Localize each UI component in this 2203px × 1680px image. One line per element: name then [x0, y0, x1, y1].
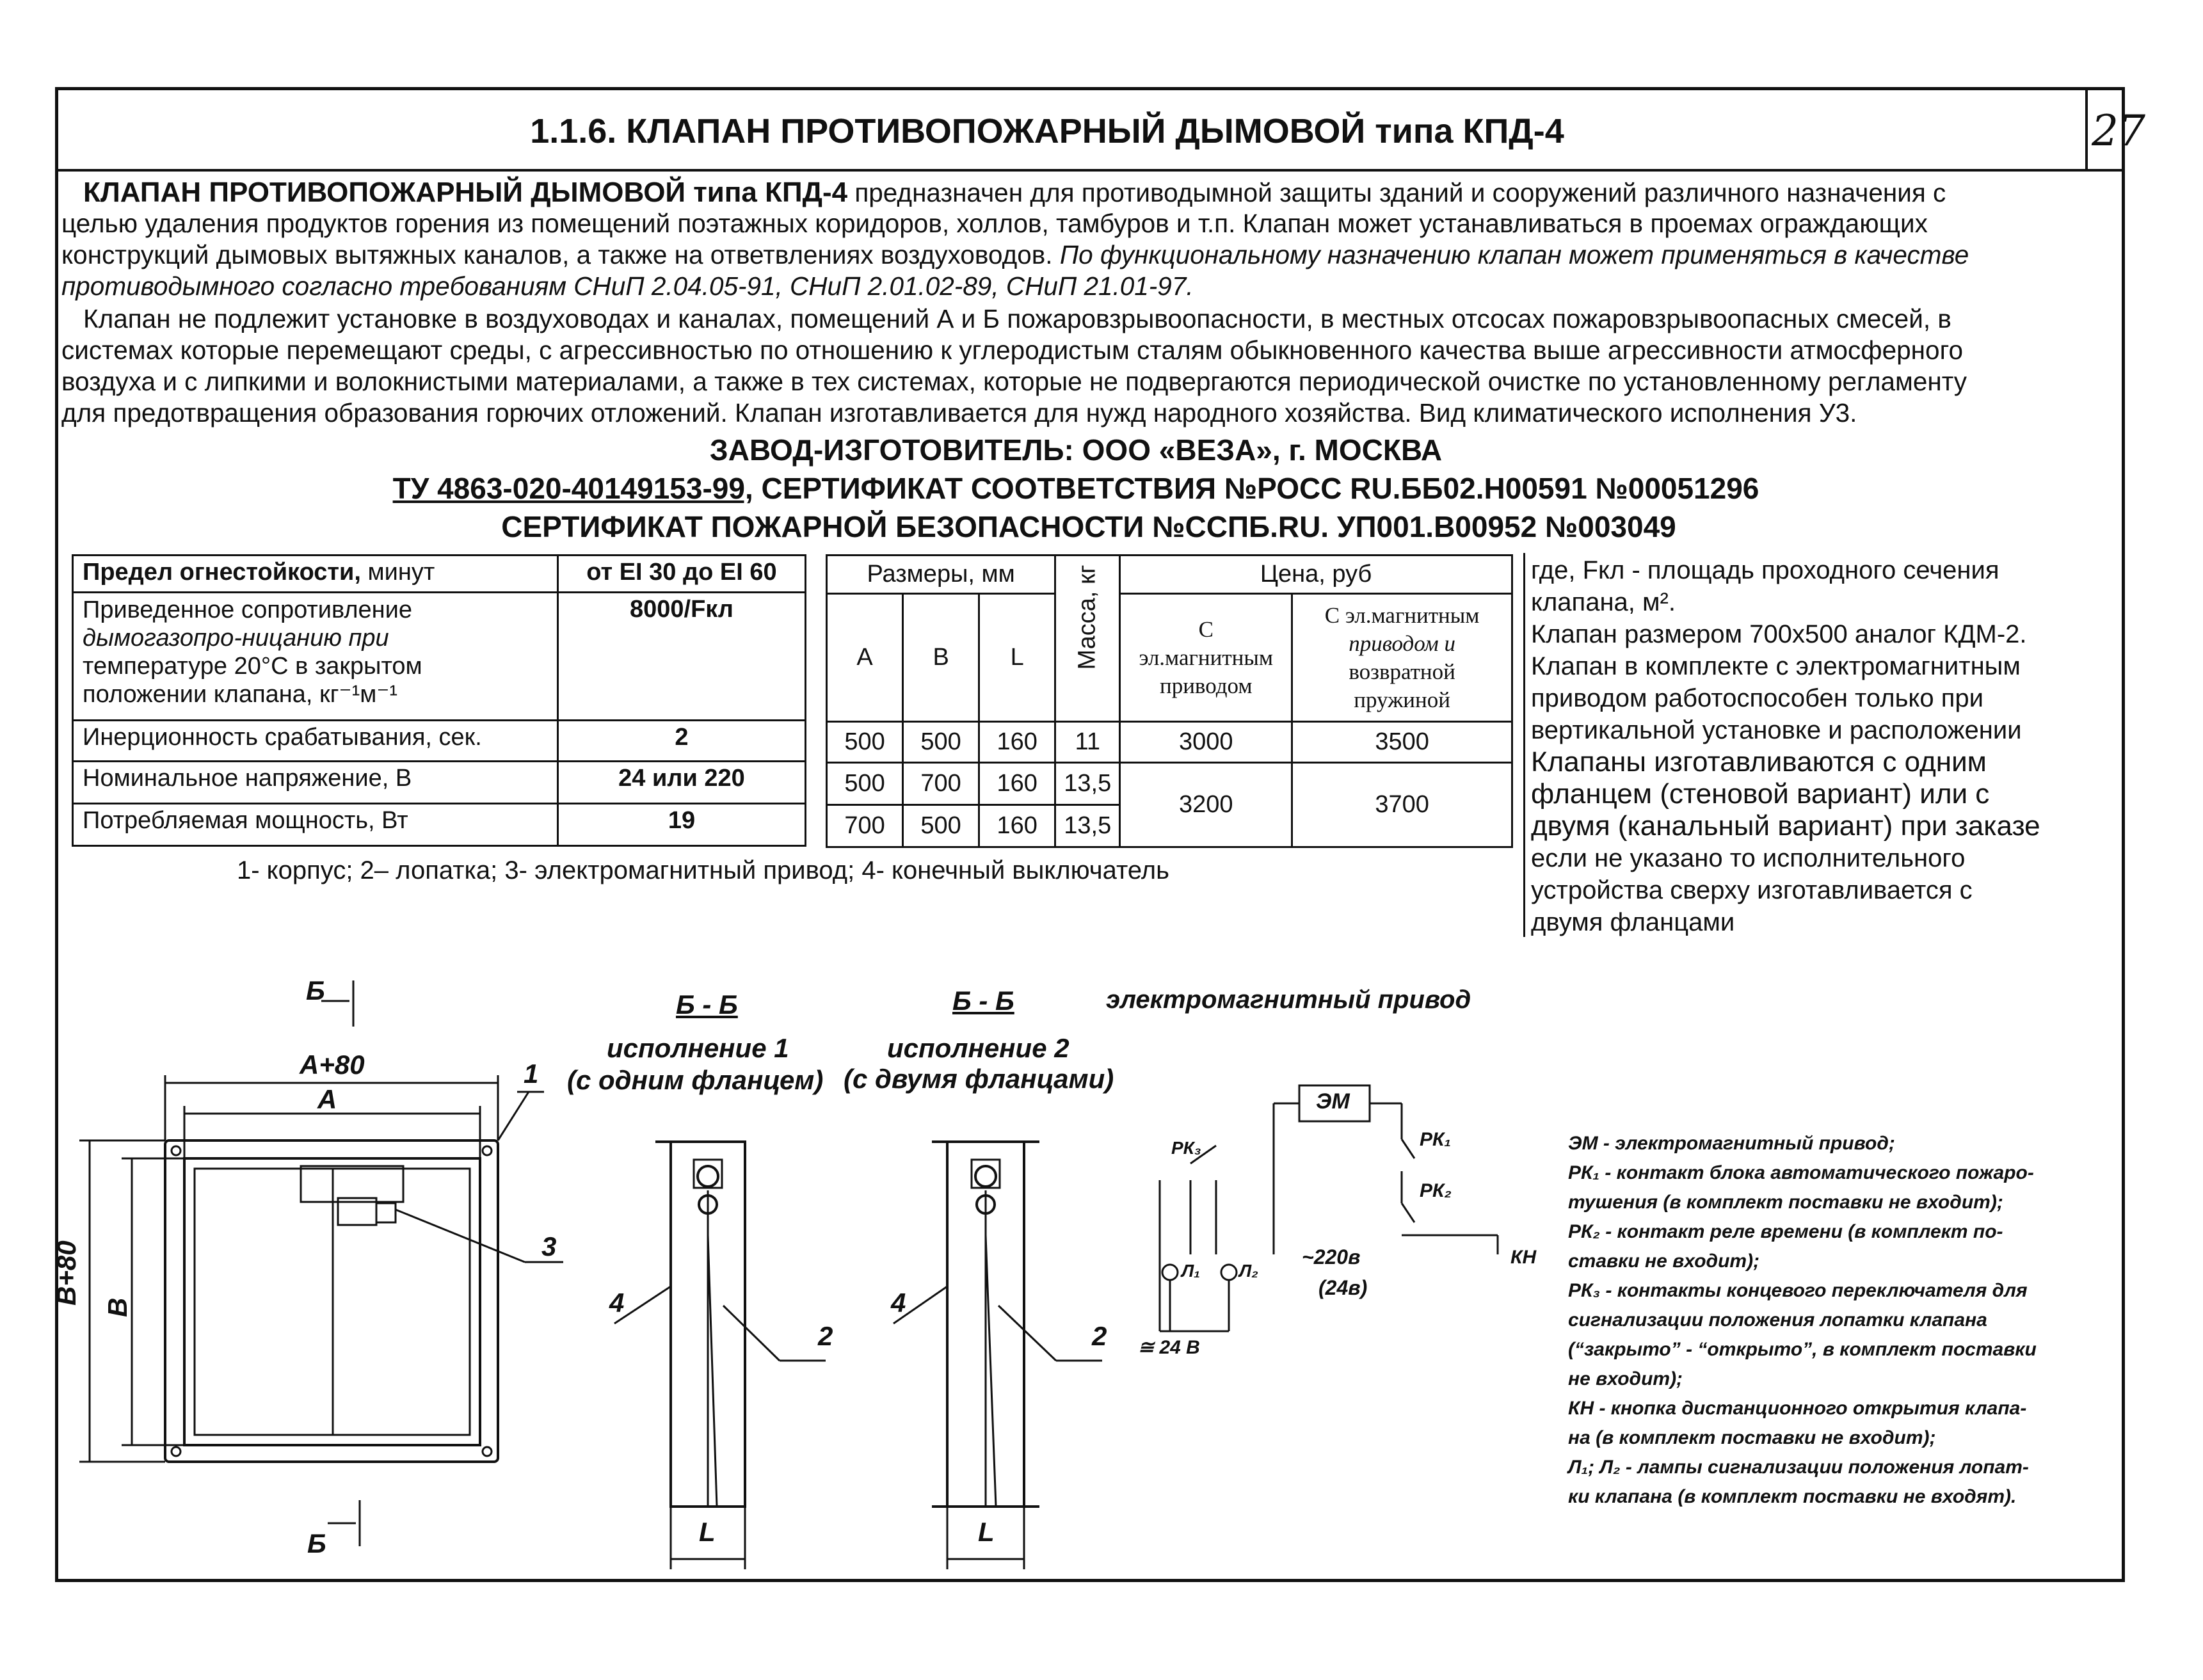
cell-b: 500 — [903, 805, 979, 847]
cell-price-2: 3500 — [1292, 722, 1512, 763]
spec-label: Инерционность срабатывания, сек. — [73, 721, 558, 762]
lamp1-label: Л₁ — [1182, 1261, 1201, 1281]
dim-a80: А+80 — [300, 1050, 365, 1080]
conformity-certificate: СЕРТИФИКАТ СООТВЕТСТВИЯ №РОСС RU.ББ02.Н00591 №00051296 — [753, 472, 1759, 505]
dim-l: L — [699, 1517, 716, 1547]
dim-a: А — [317, 1084, 337, 1114]
cell-price-1: 3200 — [1120, 763, 1292, 847]
em-label: ЭМ — [1316, 1089, 1350, 1114]
parts-caption: 1- корпус; 2– лопатка; 3- электромагнитный привод; 4- конечный выключатель — [237, 856, 1169, 884]
header-a: А — [827, 594, 903, 722]
header-price-em: С эл.магнитным приводом — [1120, 594, 1292, 722]
legend-item: не входит); — [1568, 1368, 1683, 1389]
section-mark-top: Б — [306, 975, 325, 1005]
legend-item: (“закрыто” - “открыто”, в комплект поставки — [1568, 1339, 2037, 1360]
intro-line-4-italic: противодымного согласно требованиям СНиП 2.04.05-91, СНиП 2.01.02-89, СНиП 21.01-97. — [61, 271, 1194, 301]
spec-value: 24 или 220 — [557, 762, 805, 804]
variant-1-title: исполнение 1 — [607, 1033, 789, 1063]
legend-item: ставки не входит); — [1568, 1251, 1760, 1272]
legend-item: РК₃ - контакты концевого переключателя для — [1568, 1280, 2028, 1301]
wiring-legend — [1568, 1129, 2106, 1512]
restriction-line-1: Клапан не подлежит установке в воздуховодах и каналах, помещений А и Б пожаровзрывоопасности, в местных отсосах пожаровзрывоопасных смесей, в — [83, 304, 1951, 333]
section-view-1 — [614, 1142, 826, 1569]
side-note: Клапан в комплекте с электромагнитным — [1531, 652, 2021, 680]
header-mass: Масса, кг — [1055, 556, 1120, 722]
restriction-line-2: системах которые перемещают среды, с агрессивностью по отношению к углеродистым сталям обыкновенного качества выше агрессивности атмосферного — [61, 335, 1963, 365]
page-number: 27 — [2092, 106, 2145, 156]
side-note: двумя (канальный вариант) при заказе — [1531, 810, 2040, 842]
side-note: приводом работоспособен только при — [1531, 684, 1983, 712]
cell-mass: 11 — [1055, 722, 1120, 763]
section-mark-bottom: Б — [307, 1528, 326, 1558]
side-note: клапана, м². — [1531, 588, 1676, 616]
cell-l: 160 — [979, 805, 1055, 847]
spec-value: 8000/Fкл — [557, 593, 805, 721]
spec-value: от EI 30 до EI 60 — [557, 556, 805, 593]
legend-item: КН - кнопка дистанционного открытия клапа- — [1568, 1398, 2027, 1419]
header-l: L — [979, 594, 1055, 722]
certificate-line-2: СЕРТИФИКАТ ПОЖАРНОЙ БЕЗОПАСНОСТИ №ССПБ.RU. УП001.В00952 №003049 — [501, 510, 1676, 543]
side-note: если не указано то исполнительного — [1531, 844, 1966, 872]
intro-lead: КЛАПАН ПРОТИВОПОЖАРНЫЙ ДЫМОВОЙ типа КПД-4 — [83, 177, 848, 208]
cell-a: 500 — [827, 722, 903, 763]
tu-number: ТУ 4863-020-40149153-99, — [392, 472, 753, 505]
page-title: 1.1.6. КЛАПАН ПРОТИВОПОЖАРНЫЙ ДЫМОВОЙ типа КПД-4 — [530, 112, 1564, 150]
section-view-2 — [893, 1142, 1102, 1569]
voltage-24: (24в) — [1318, 1276, 1368, 1299]
callout-1: 1 — [524, 1059, 539, 1089]
header-b: В — [903, 594, 979, 722]
cell-b: 500 — [903, 722, 979, 763]
cell-price-1: 3000 — [1120, 722, 1292, 763]
section-bb-2: Б - Б — [952, 986, 1014, 1016]
legend-item: РК₂ - контакт реле времени (в комплект по- — [1568, 1221, 2003, 1242]
rk2-label: РК₂ — [1420, 1180, 1452, 1201]
legend-item: на (в комплект поставки не входит); — [1568, 1427, 1936, 1448]
cell-l: 160 — [979, 722, 1055, 763]
variant-2-subtitle: (с двумя фланцами) — [844, 1064, 1114, 1094]
manufacturer-line: ЗАВОД-ИЗГОТОВИТЕЛЬ: ООО «ВЕЗА», г. МОСКВА — [709, 433, 1443, 467]
spec-label: Приведенное сопротивление дымогазопро-ницанию при температуре 20°С в закрытом положении клапана, кг⁻¹м⁻¹ — [73, 593, 558, 721]
variant-2-title: исполнение 2 — [887, 1033, 1069, 1063]
cell-a: 500 — [827, 763, 903, 805]
legend-item: ЭМ - электромагнитный привод; — [1568, 1133, 1895, 1154]
button-label: КН — [1510, 1247, 1537, 1268]
callout-4: 4 — [891, 1288, 906, 1318]
side-note: Клапаны изготавливаются с одним — [1531, 746, 1987, 778]
side-note: фланцем (стеновой вариант) или с — [1531, 778, 1990, 810]
spec-label: Потребляемая мощность, Вт — [73, 804, 558, 846]
cell-price-2: 3700 — [1292, 763, 1512, 847]
legend-item: Л₁; Л₂ - лампы сигнализации положения лопат- — [1568, 1457, 2029, 1478]
intro-line-3-text: конструкций дымовых вытяжных каналов, а также на ответвлениях воздуховодов. — [61, 240, 1053, 269]
lamp2-label: Л₂ — [1239, 1261, 1258, 1281]
dim-b80: В+80 — [51, 1240, 81, 1306]
cell-b: 700 — [903, 763, 979, 805]
legend-item: сигнализации положения лопатки клапана — [1568, 1309, 1987, 1331]
callout-2: 2 — [1092, 1321, 1107, 1351]
intro-line-3-italic: По функциональному назначению клапан может применяться в качестве — [1052, 240, 1969, 269]
side-note: Клапан размером 700х500 аналог КДМ-2. — [1531, 620, 2027, 648]
variant-1-subtitle: (с одним фланцем) — [567, 1065, 824, 1095]
callout-2: 2 — [818, 1321, 833, 1351]
cell-mass: 13,5 — [1055, 805, 1120, 847]
header-sizes: Размеры, мм — [827, 556, 1055, 594]
legend-item: тушения (в комплект поставки не входит); — [1568, 1192, 2003, 1213]
rk1-label: РК₁ — [1420, 1129, 1452, 1150]
side-note: двумя фланцами — [1531, 908, 1735, 936]
dim-b: В — [102, 1297, 132, 1317]
intro-line-1-rest: предназначен для противодымной защиты зданий и сооружений различного назначения с — [847, 178, 1946, 207]
voltage-220: ~220в — [1302, 1245, 1361, 1268]
callout-3: 3 — [541, 1231, 557, 1261]
section-bb-1: Б - Б — [676, 989, 738, 1020]
valve-front-view — [165, 1140, 498, 1462]
cell-mass: 13,5 — [1055, 763, 1120, 805]
spec-value: 2 — [557, 721, 805, 762]
spec-label: Предел огнестойкости, минут — [73, 556, 558, 593]
callout-4: 4 — [609, 1288, 625, 1318]
side-note: устройства сверху изготавливается с — [1531, 876, 1973, 904]
cell-a: 700 — [827, 805, 903, 847]
rk3-label: РК₃ — [1171, 1138, 1201, 1158]
voltage-24-signal: ≅ 24 В — [1138, 1337, 1200, 1358]
legend-item: РК₁ - контакт блока автоматического пожаро- — [1568, 1162, 2034, 1183]
intro-line-2: целью удаления продуктов горения из помещений поэтажных коридоров, холлов, тамбуров и т.п. Клапан может устанавливаться в проемах ограждающих — [61, 209, 1928, 238]
legend-item: ки клапана (в комплект поставки не входят). — [1568, 1486, 2017, 1507]
restriction-line-4: для предотвращения образования горючих отложений. Клапан изготавливается для нужд народного хозяйства. Вид климатического исполнения У3. — [61, 398, 1857, 428]
cell-l: 160 — [979, 763, 1055, 805]
header-price-em-spring: С эл.магнитным приводом и возвратной пружиной — [1292, 594, 1512, 722]
header-price: Цена, руб — [1120, 556, 1512, 594]
dim-l: L — [978, 1517, 995, 1547]
spec-label: Номинальное напряжение, В — [73, 762, 558, 804]
em-drive-title: электромагнитный привод — [1106, 986, 1471, 1014]
restriction-line-3: воздуха и с липкими и волокнистыми материалами, а также в тех системах, которые не подвергаются периодической очистке по установленному регламенту — [61, 367, 1967, 396]
side-note: где, Fкл - площадь проходного сечения — [1531, 556, 1999, 584]
side-note: вертикальной установке и расположении — [1531, 716, 2022, 744]
spec-value: 19 — [557, 804, 805, 846]
